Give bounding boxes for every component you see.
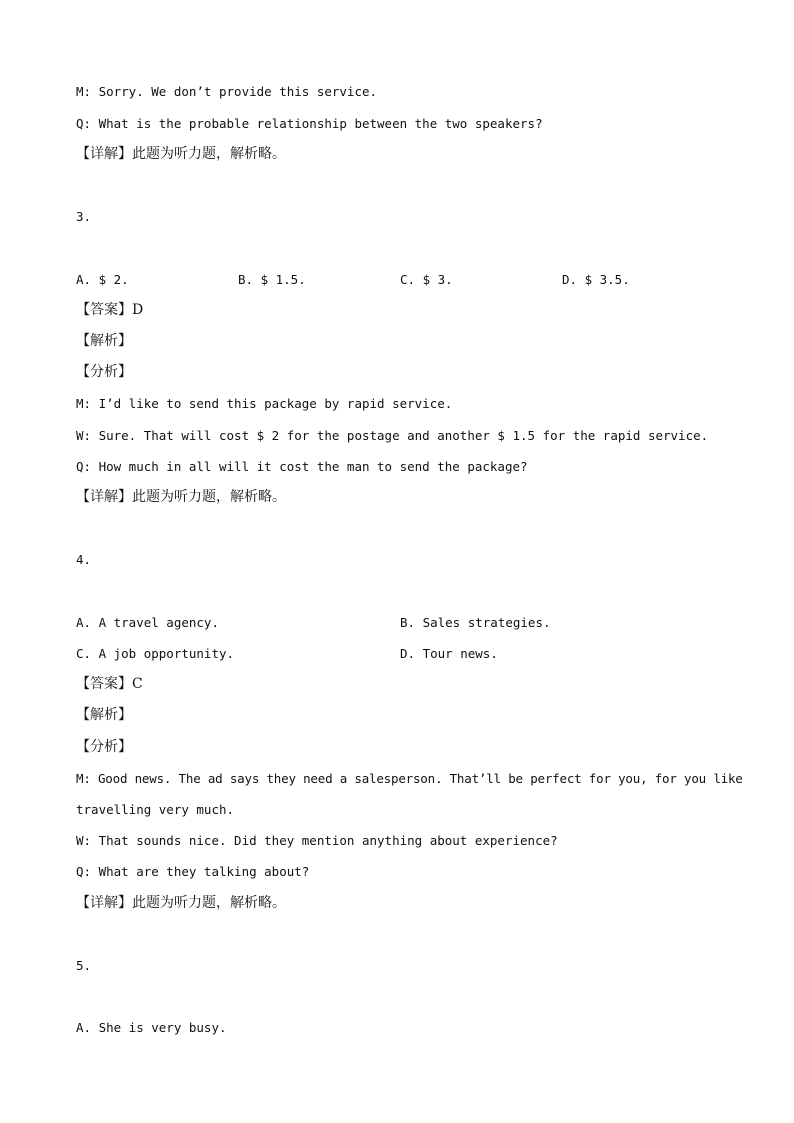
q4-man-line-2: travelling very much.	[76, 802, 235, 817]
q4-option-d: D. Tour news.	[400, 646, 498, 661]
q2-man-line: M: Sorry. We don’t provide this service.	[76, 84, 378, 99]
q4-question: Q: What are they talking about?	[76, 864, 310, 879]
q3-detail: 【详解】此题为听力题，解析略。	[76, 489, 286, 505]
q3-number: 3.	[76, 209, 92, 224]
q4-breakdown-heading: 【分析】	[76, 739, 132, 755]
q3-option-b: B. $ 1.5.	[238, 272, 306, 287]
q4-analysis-heading: 【解析】	[76, 707, 132, 723]
q4-number: 4.	[76, 552, 92, 567]
q4-answer: 【答案】C	[76, 676, 143, 692]
q3-breakdown-heading: 【分析】	[76, 364, 132, 380]
q4-man-line-1: M: Good news. The ad says they need a salesperson. That’ll be perfect for you, for you like	[76, 771, 743, 786]
q5-number: 5.	[76, 958, 92, 973]
q2-detail: 【详解】此题为听力题，解析略。	[76, 146, 286, 162]
q3-option-a: A. $ 2.	[76, 272, 129, 287]
q4-detail: 【详解】此题为听力题，解析略。	[76, 895, 286, 911]
q3-analysis-heading: 【解析】	[76, 333, 132, 349]
q3-question: Q: How much in all will it cost the man to send the package?	[76, 459, 528, 474]
q4-option-a: A. A travel agency.	[76, 615, 219, 630]
q3-man-line: M: I’d like to send this package by rapid service.	[76, 396, 453, 411]
q3-answer: 【答案】D	[76, 302, 144, 318]
q4-woman-line: W: That sounds nice. Did they mention anything about experience?	[76, 833, 558, 848]
q3-option-d: D. $ 3.5.	[562, 272, 630, 287]
q4-option-c: C. A job opportunity.	[76, 646, 235, 661]
q3-option-c: C. $ 3.	[400, 272, 453, 287]
q5-option-a: A. She is very busy.	[76, 1020, 227, 1035]
q2-question: Q: What is the probable relationship between the two speakers?	[76, 116, 543, 131]
q4-option-b: B. Sales strategies.	[400, 615, 551, 630]
q3-woman-line: W: Sure. That will cost $ 2 for the postage and another $ 1.5 for the rapid service.	[76, 428, 709, 443]
